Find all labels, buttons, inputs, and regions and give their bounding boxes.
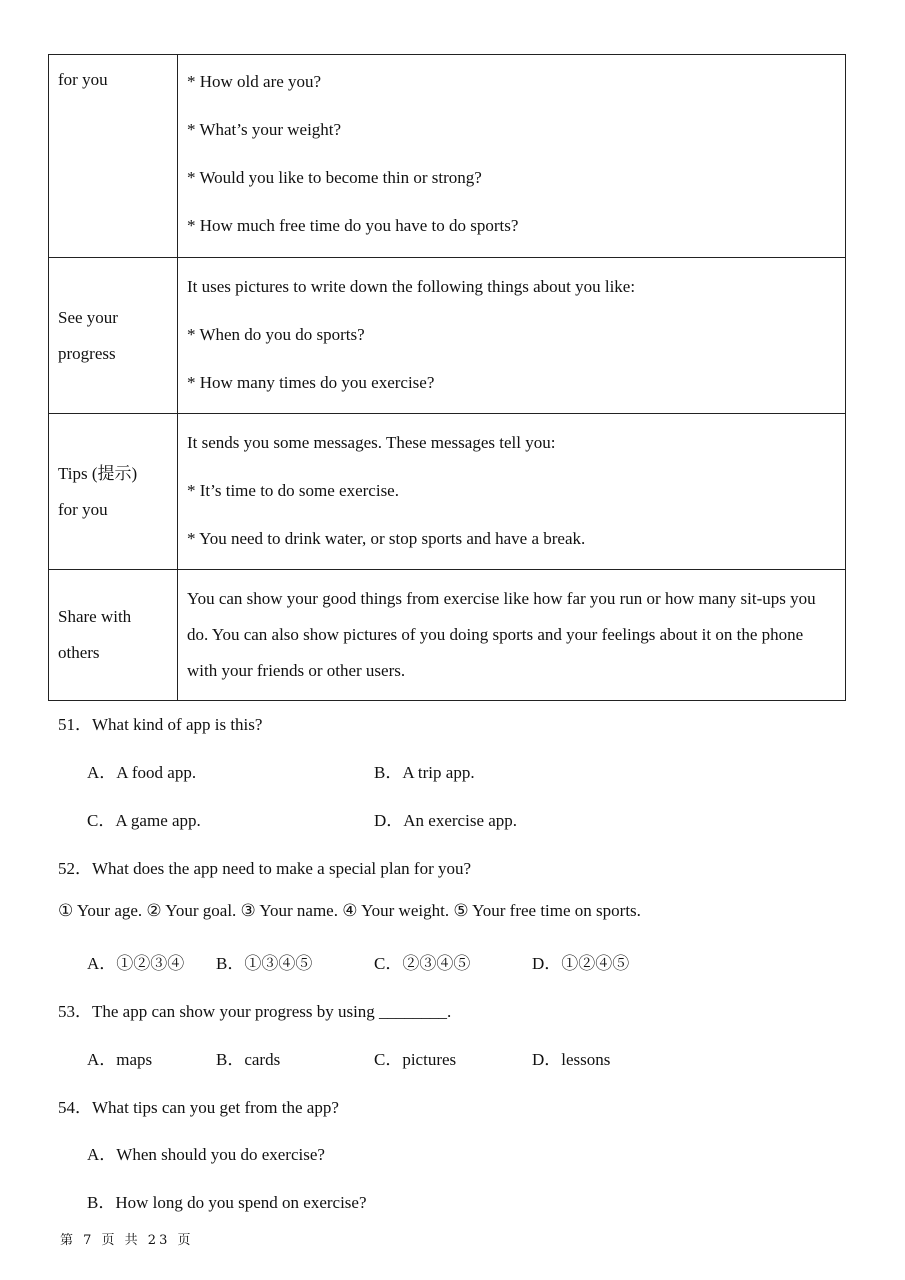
- question-52-option-d: D．①②④⑤: [532, 954, 630, 973]
- row-label-text: Tips (提示): [58, 463, 138, 483]
- table-row: [49, 258, 846, 414]
- content-paragraph: You can show your good things from exercise like how far you run or how many sit-ups you do. You can also show pictures of you doing sports and your feelings about it on the phone with your friends or other users.: [187, 589, 816, 680]
- page-number: 第 7 页 共 23 页: [60, 1233, 194, 1248]
- question-53-option-a: A．maps: [87, 1050, 153, 1069]
- content-line: * It’s time to do some exercise.: [187, 480, 399, 500]
- content-line: It sends you some messages. These messages tell you:: [187, 432, 556, 452]
- row-content: [178, 414, 846, 570]
- content-line: It uses pictures to write down the following things about you like:: [187, 276, 636, 296]
- content-line: * You need to drink water, or stop sports and have a break.: [187, 528, 586, 548]
- content-line: * How much free time do you have to do sports?: [187, 215, 519, 235]
- row-label-text: others: [58, 643, 100, 662]
- content-line: * What’s your weight?: [187, 119, 342, 139]
- question-54-option-b: B．How long do you spend on exercise?: [87, 1193, 367, 1212]
- row-content: [178, 55, 846, 258]
- question-52-info: ① Your age. ② Your goal. ③ Your name. ④ Your weight. ⑤ Your free time on sports.: [58, 901, 641, 920]
- question-52-stem: 52．What does the app need to make a special plan for you?: [58, 859, 472, 878]
- row-label-text: for you: [58, 499, 108, 519]
- app-features-table: [48, 54, 846, 701]
- content-line: * When do you do sports?: [187, 324, 365, 344]
- question-51-option-c: C．A game app.: [87, 811, 201, 830]
- row-content: [178, 258, 846, 414]
- question-52-option-b: B．①③④⑤: [216, 954, 313, 973]
- row-label-text: Share with: [58, 607, 132, 626]
- row-label-text: progress: [58, 343, 116, 363]
- question-51-option-d: D．An exercise app.: [374, 811, 518, 830]
- table-row: [49, 570, 846, 701]
- row-label: [49, 55, 178, 258]
- content-line: * Would you like to become thin or strong?: [187, 167, 482, 187]
- question-51-option-a: A．A food app.: [87, 763, 197, 782]
- row-label: [49, 570, 178, 701]
- question-53-option-c: C．pictures: [374, 1050, 457, 1069]
- question-54-option-a: A．When should you do exercise?: [87, 1145, 325, 1164]
- row-label-text: for you: [58, 70, 108, 89]
- row-label-text: See your: [58, 307, 118, 327]
- row-content: [178, 570, 846, 701]
- content-line: * How many times do you exercise?: [187, 372, 435, 392]
- question-51-stem: 51．What kind of app is this?: [58, 715, 263, 734]
- row-label: [49, 414, 178, 570]
- row-label: [49, 258, 178, 414]
- question-53-option-d: D．lessons: [532, 1050, 611, 1069]
- table-row: [49, 414, 846, 570]
- question-52-option-c: C．②③④⑤: [374, 954, 471, 973]
- question-54-stem: 54．What tips can you get from the app?: [58, 1098, 339, 1117]
- question-53-stem: 53．The app can show your progress by using ________.: [58, 1002, 452, 1021]
- question-53-option-b: B．cards: [216, 1050, 281, 1069]
- question-52-option-a: A．①②③④: [87, 954, 185, 973]
- table-row: [49, 55, 846, 258]
- question-51-option-b: B．A trip app.: [374, 763, 475, 782]
- content-line: * How old are you?: [187, 71, 322, 91]
